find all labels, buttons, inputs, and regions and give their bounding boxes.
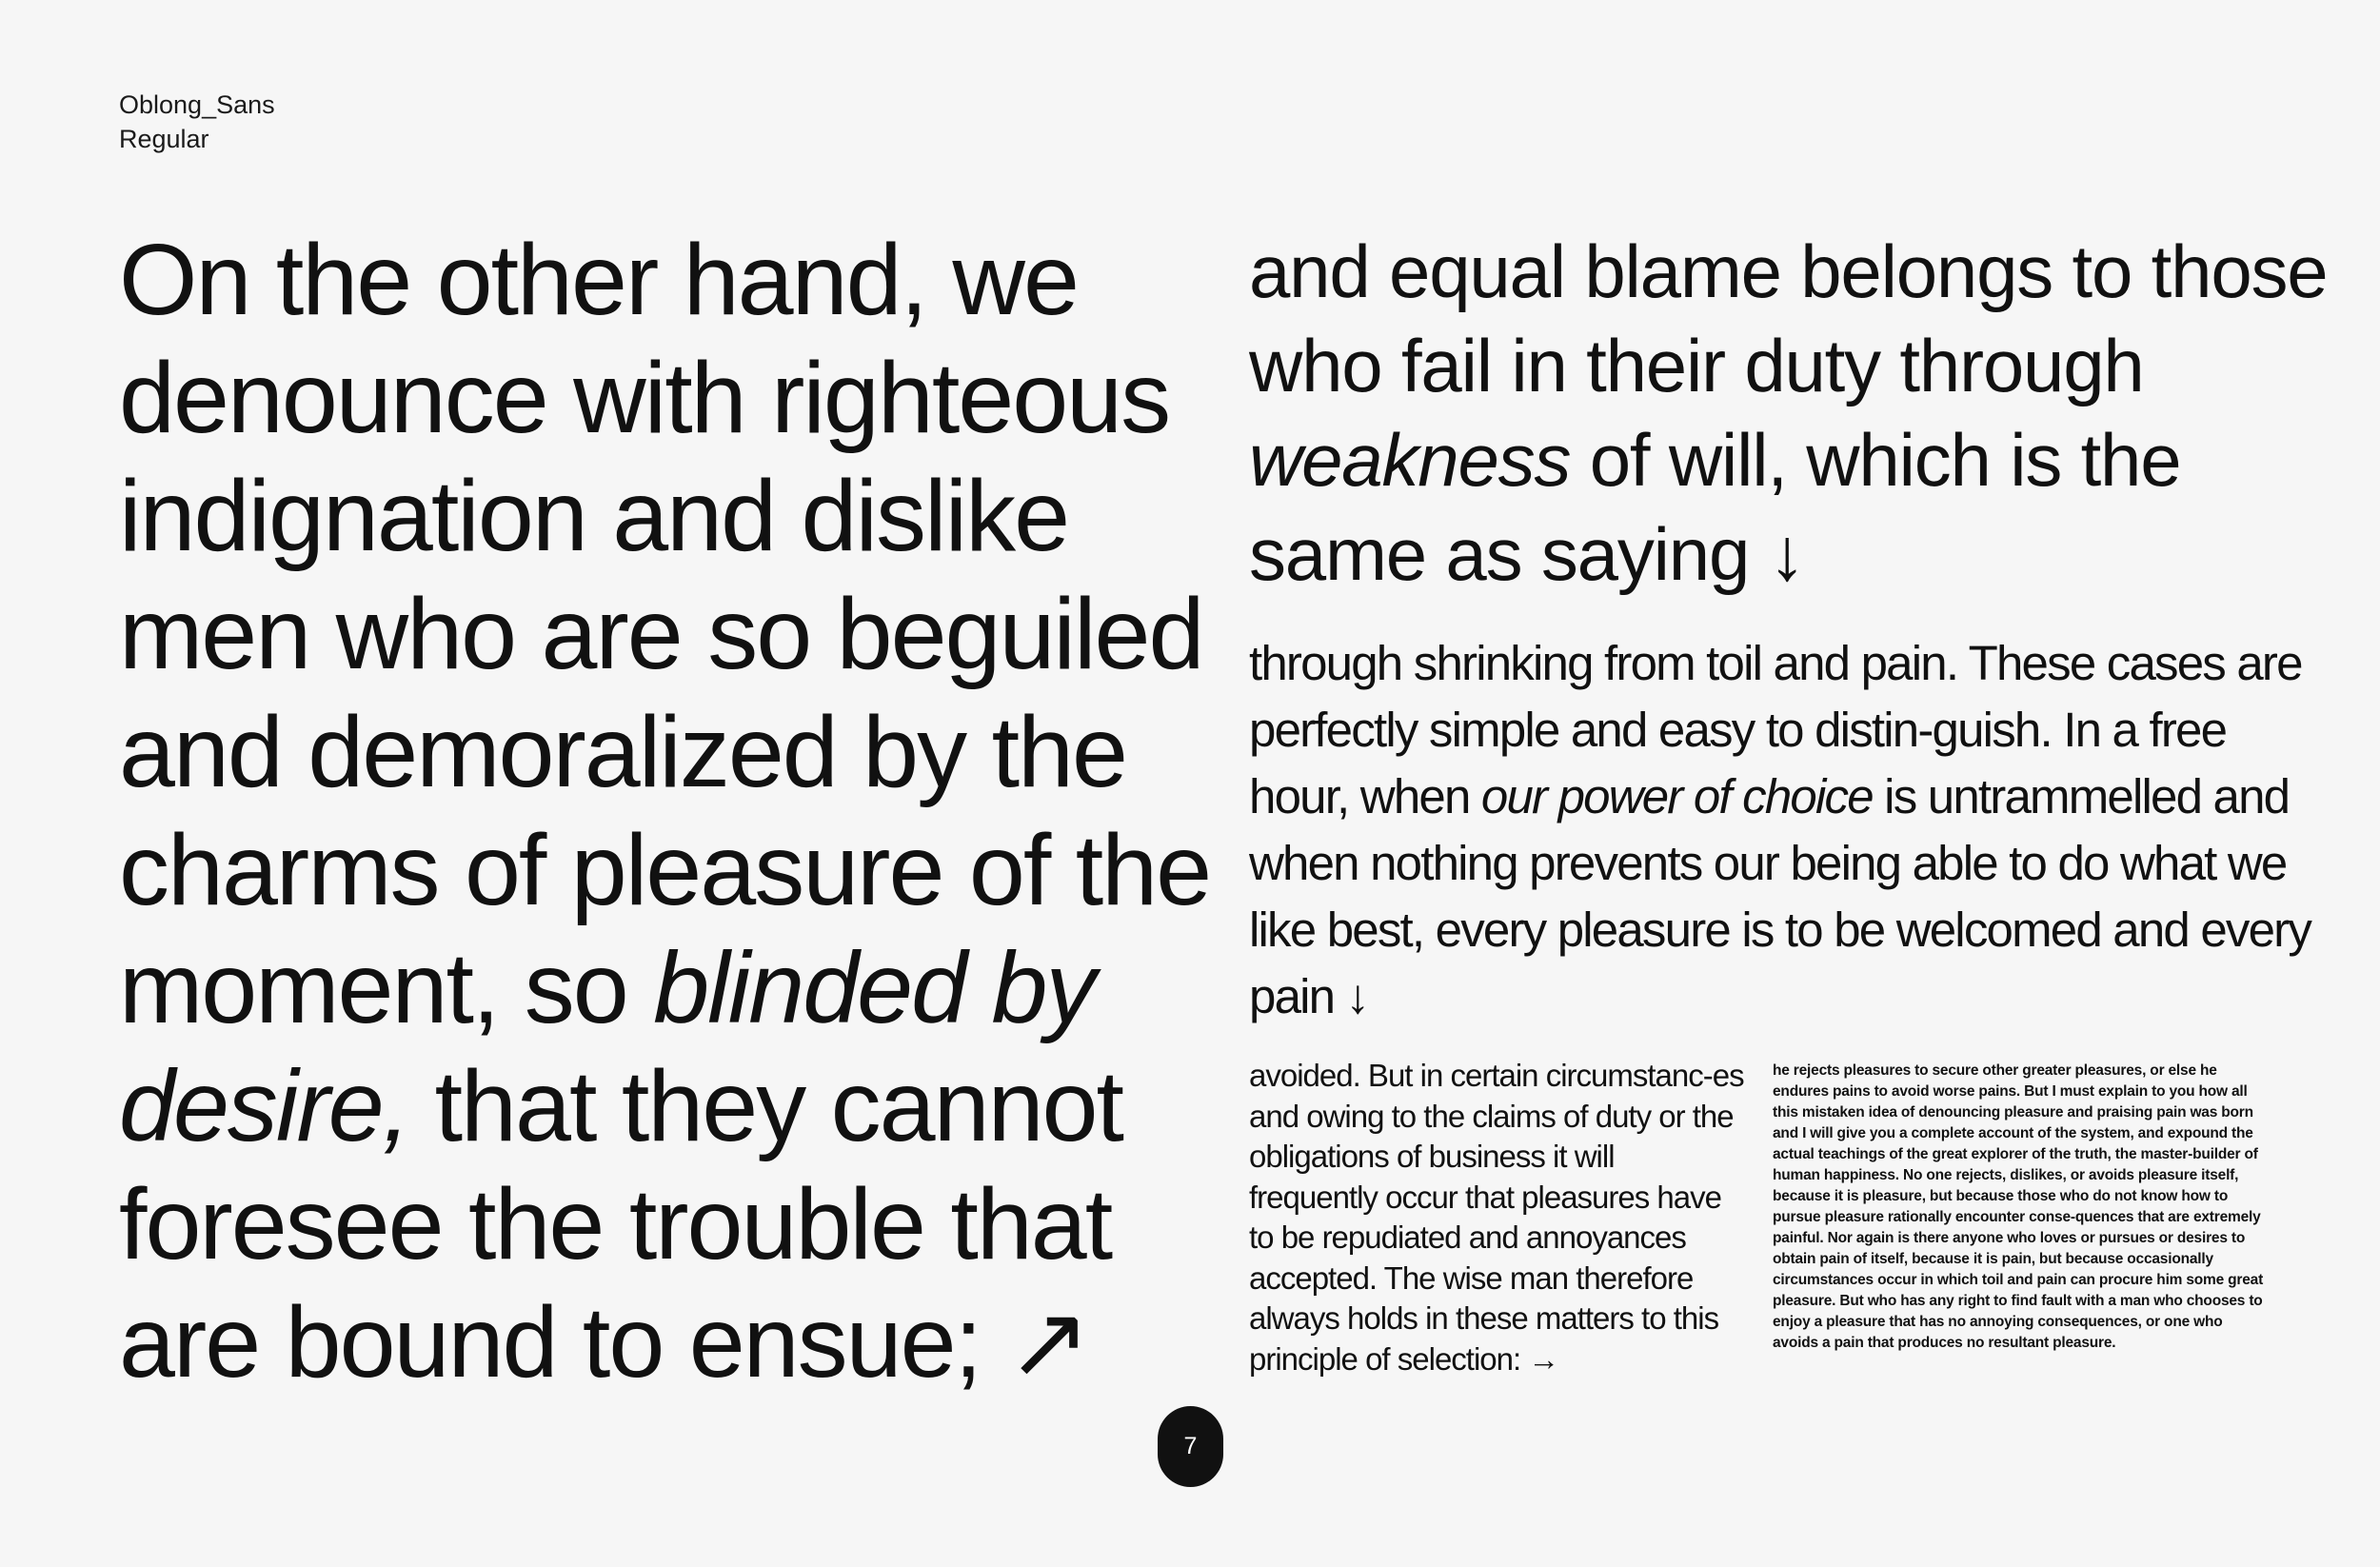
font-style: Regular xyxy=(119,125,209,153)
page-number-badge xyxy=(1158,1406,1223,1487)
specimen-medium-large-text xyxy=(1249,225,2334,602)
large-text-start: On the other hand, we denounce with righteous indignation and dislike men who are so beguiled and demoralized by the charms of pleasure of the moment, so xyxy=(119,224,1211,1044)
page-number: 7 xyxy=(1183,1433,1198,1459)
font-name: Oblong_Sans xyxy=(119,90,275,119)
medium-large-text-italic: weakness xyxy=(1249,418,1571,502)
medium-large-paragraph xyxy=(1249,225,2334,602)
large-paragraph xyxy=(119,221,1261,1401)
specimen-small-text xyxy=(1249,1056,1744,1379)
specimen-medium-text xyxy=(1249,630,2334,1030)
tiny-paragraph: he rejects pleasures to secure other greater pleasures, or else he endures pains to avoid worse pains. But I must explain to you how all this mistaken idea of denouncing pleasure and praising pain was born and I will give you a complete account of the system, and expound the actual teachings of the great explorer of the truth, the master-builder of human happiness. No one rejects, dislikes, or avoids pleasure itself, because it is pleasure, but because those who do not know how to pursue pleasure rationally encounter conse-quences that are extremely painful. Nor again is there anyone who loves or pursues or desires to obtain pain of itself, because it is pain, but because occasionally circumstances occur in which toil and pain can procure him some great pleasure. But who has any right to find fault with a man who chooses to enjoy a pleasure that has no annoying consequences, or one who avoids a pain that produces no resultant pleasure. xyxy=(1773,1062,2264,1351)
medium-text-italic: our power of choice xyxy=(1480,769,1873,823)
medium-text-end: is untrammelled and when nothing prevents our being able to do what we like best, every pleasure is to be welcomed and every pain ↓ xyxy=(1249,769,2311,1023)
large-text-italic: blinded by desire, xyxy=(119,932,1095,1162)
specimen-tiny-text xyxy=(1773,1061,2268,1354)
medium-text-start: through shrinking from toil and pain. These cases are perfectly simple and easy to distin-guish. In a free hour, when xyxy=(1249,636,2302,823)
font-specimen-header xyxy=(119,88,275,156)
medium-large-text-start: and equal blame belongs to those who fail in their duty through xyxy=(1249,229,2328,407)
medium-large-text-end: of will, which is the same as saying ↓ xyxy=(1249,418,2181,596)
small-paragraph: avoided. But in certain circumstanc-es and owing to the claims of duty or the obligations of business it will frequently occur that pleasures have to be repudiated and annoyances accepted. The wise man therefore always holds in these matters to this principle of selection: → xyxy=(1249,1058,1744,1377)
medium-paragraph xyxy=(1249,630,2334,1030)
specimen-large-text xyxy=(119,221,1261,1401)
large-text-end: that they cannot foresee the trouble that are bound to ensue; ↗ xyxy=(119,1050,1122,1398)
